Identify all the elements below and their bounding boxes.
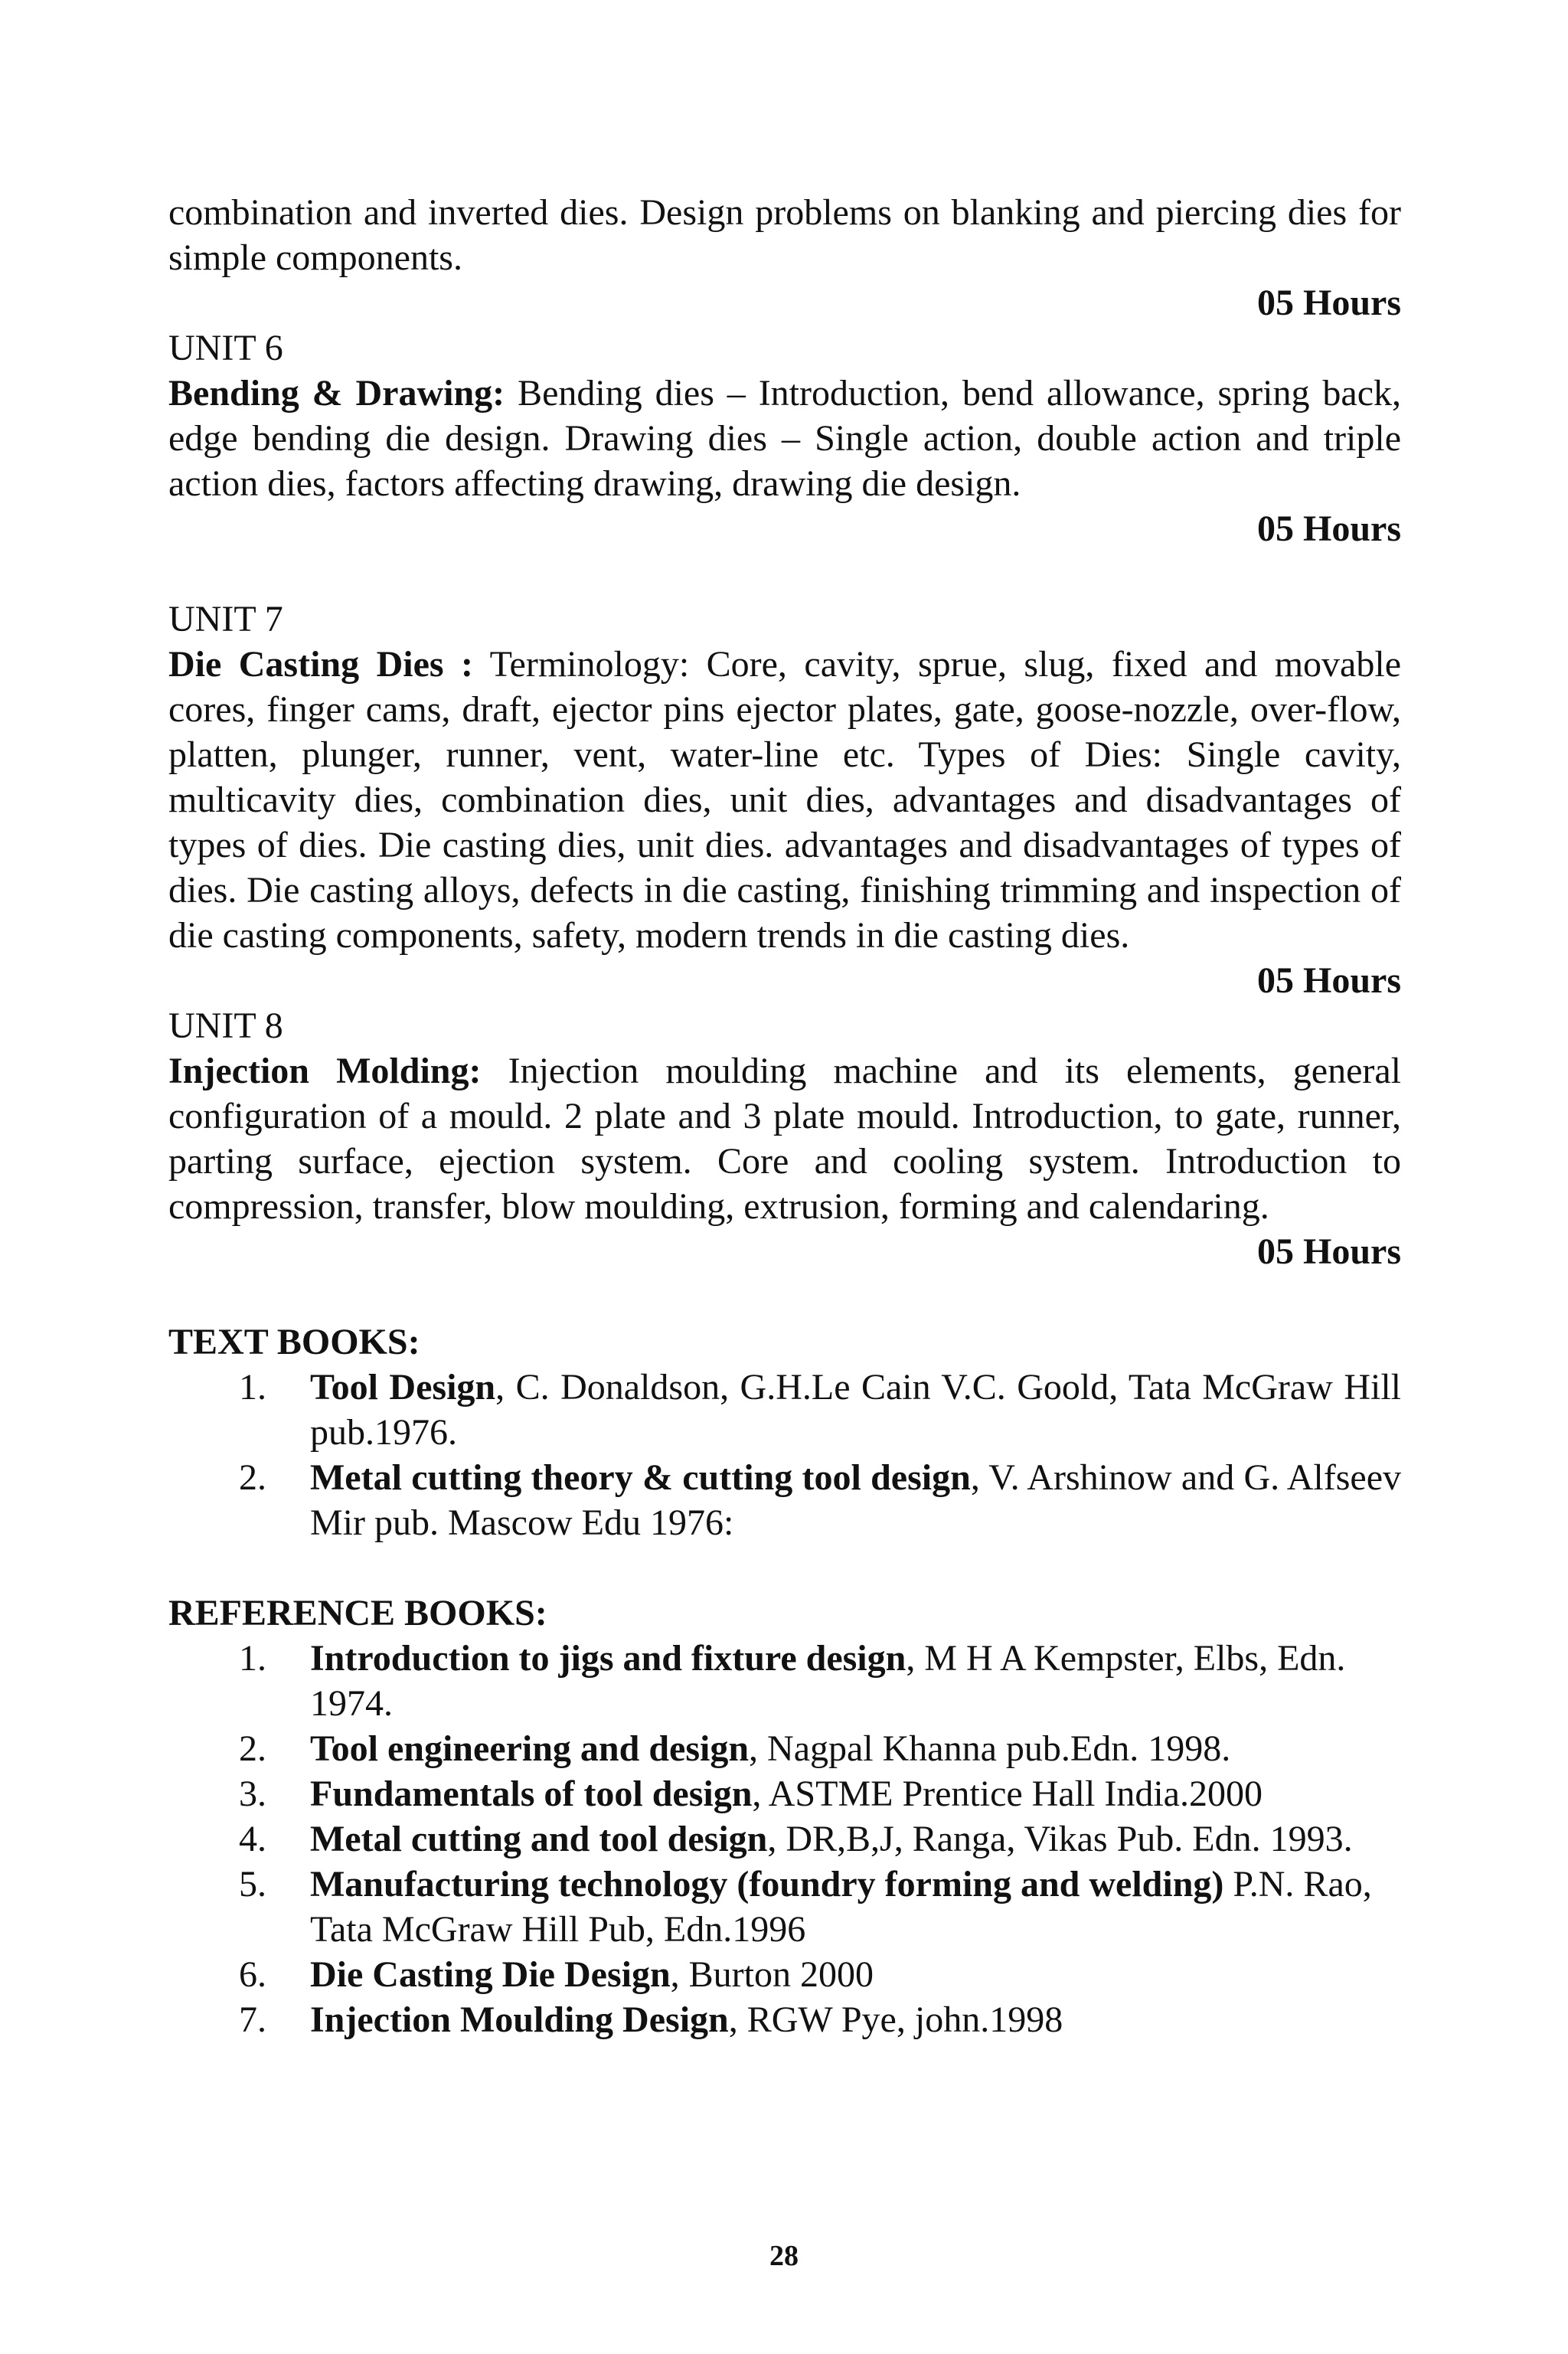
book-details: , V. Arshinow and G. Alfseev Mir pub. Mascow Edu 1976:	[310, 1457, 1402, 1543]
list-item-number: 2.	[239, 1457, 266, 1498]
unit-8-body	[168, 1048, 1401, 1229]
list-item	[168, 1726, 1401, 1771]
text-books-list	[168, 1365, 1401, 1545]
book-details: , C. Donaldson, G.H.Le Cain V.C. Goold, Tata McGraw Hill pub.1976.	[310, 1367, 1401, 1453]
text-books-section	[168, 1319, 1401, 1545]
list-item	[168, 1636, 1401, 1726]
reference-books-heading: REFERENCE BOOKS:	[168, 1593, 547, 1633]
book-details: P.N. Rao, Tata McGraw Hill Pub, Edn.1996	[310, 1864, 1372, 1950]
unit-7-section	[168, 597, 1401, 1003]
unit-7-topic: Die Casting Dies :	[168, 644, 473, 685]
unit-7-heading: UNIT 7	[168, 599, 283, 639]
list-item-number: 4.	[239, 1819, 266, 1859]
list-item-number: 1.	[239, 1638, 266, 1679]
unit-6-text: Bending dies – Introduction, bend allowance, spring back, edge bending die design. Drawing dies – Single action, double action and triple action dies, factors affecting drawing, drawing die design.	[168, 373, 1401, 504]
book-title: Die Casting Die Design	[310, 1954, 671, 1995]
unit-7-body	[168, 642, 1401, 958]
page-number: 28	[769, 2240, 799, 2272]
book-details: , DR,B,J, Ranga, Vikas Pub. Edn. 1993.	[767, 1819, 1353, 1859]
unit-6-section	[168, 325, 1401, 551]
book-title: Injection Moulding Design	[310, 1999, 729, 2040]
unit-8-section	[168, 1003, 1401, 1274]
unit-8-heading: UNIT 8	[168, 1005, 283, 1046]
page-content	[168, 190, 1401, 2042]
reference-books-list	[168, 1636, 1401, 2042]
spacer	[168, 1545, 1401, 1591]
list-item-number: 2.	[239, 1728, 266, 1769]
book-details: , M H A Kempster, Elbs, Edn. 1974.	[310, 1638, 1346, 1724]
list-item	[168, 1997, 1401, 2042]
intro-hours: 05 Hours	[1256, 283, 1401, 323]
list-item	[168, 1816, 1401, 1862]
unit-6-body	[168, 371, 1401, 506]
spacer	[168, 1274, 1401, 1319]
list-item	[168, 1862, 1401, 1952]
unit-8-topic: Injection Molding:	[168, 1051, 482, 1091]
book-details: , ASTME Prentice Hall India.2000	[752, 1774, 1263, 1814]
list-item	[168, 1952, 1401, 1997]
book-title: Metal cutting and tool design	[310, 1819, 768, 1859]
unit-8-hours: 05 Hours	[1256, 1231, 1401, 1272]
book-title: Fundamentals of tool design	[310, 1774, 753, 1814]
book-details: , RGW Pye, john.1998	[728, 1999, 1063, 2040]
book-title: Introduction to jigs and fixture design	[310, 1638, 906, 1679]
intro-paragraph: combination and inverted dies. Design problems on blanking and piercing dies for simple components.	[168, 192, 1401, 278]
book-title: Metal cutting theory & cutting tool design	[310, 1457, 971, 1498]
unit-6-heading: UNIT 6	[168, 328, 283, 368]
book-title: Tool engineering and design	[310, 1728, 750, 1769]
book-details: , Nagpal Khanna pub.Edn. 1998.	[749, 1728, 1231, 1769]
text-books-heading: TEXT BOOKS:	[168, 1322, 420, 1362]
list-item	[168, 1365, 1401, 1455]
list-item-number: 5.	[239, 1864, 266, 1904]
list-item-number: 3.	[239, 1774, 266, 1814]
list-item-number: 1.	[239, 1367, 266, 1407]
book-title: Manufacturing technology (foundry forming and welding)	[310, 1864, 1224, 1904]
unit-7-text: Terminology: Core, cavity, sprue, slug, fixed and movable cores, finger cams, draft, ejector pins ejector plates, gate, goose-nozzle, over-flow, platten, plunger, runner, vent, water-line etc. Types of Dies: Single cavity, multicavity dies, combination dies, unit dies, advantages and disadvantages of types of dies. Die casting dies, unit dies. advantages and disadvantages of types of dies. Die casting alloys, defects in die casting, finishing trimming and inspection of die casting components, safety, modern trends in die casting dies.	[168, 644, 1401, 956]
unit-6-hours: 05 Hours	[1256, 508, 1401, 549]
unit-6-topic: Bending & Drawing:	[168, 373, 505, 414]
spacer	[168, 551, 1401, 597]
unit-8-text: Injection moulding machine and its elements, general configuration of a mould. 2 plate and 3 plate mould. Introduction, to gate, runner, parting surface, ejection system. Core and cooling system. Introduction to compression, transfer, blow moulding, extrusion, forming and calendaring.	[168, 1051, 1402, 1227]
unit-7-hours: 05 Hours	[1256, 960, 1401, 1001]
book-title: Tool Design	[310, 1367, 496, 1407]
book-details: , Burton 2000	[670, 1954, 874, 1995]
list-item-number: 6.	[239, 1954, 266, 1995]
list-item-number: 7.	[239, 1999, 266, 2040]
list-item	[168, 1455, 1401, 1545]
reference-books-section	[168, 1591, 1401, 2042]
list-item	[168, 1771, 1401, 1816]
